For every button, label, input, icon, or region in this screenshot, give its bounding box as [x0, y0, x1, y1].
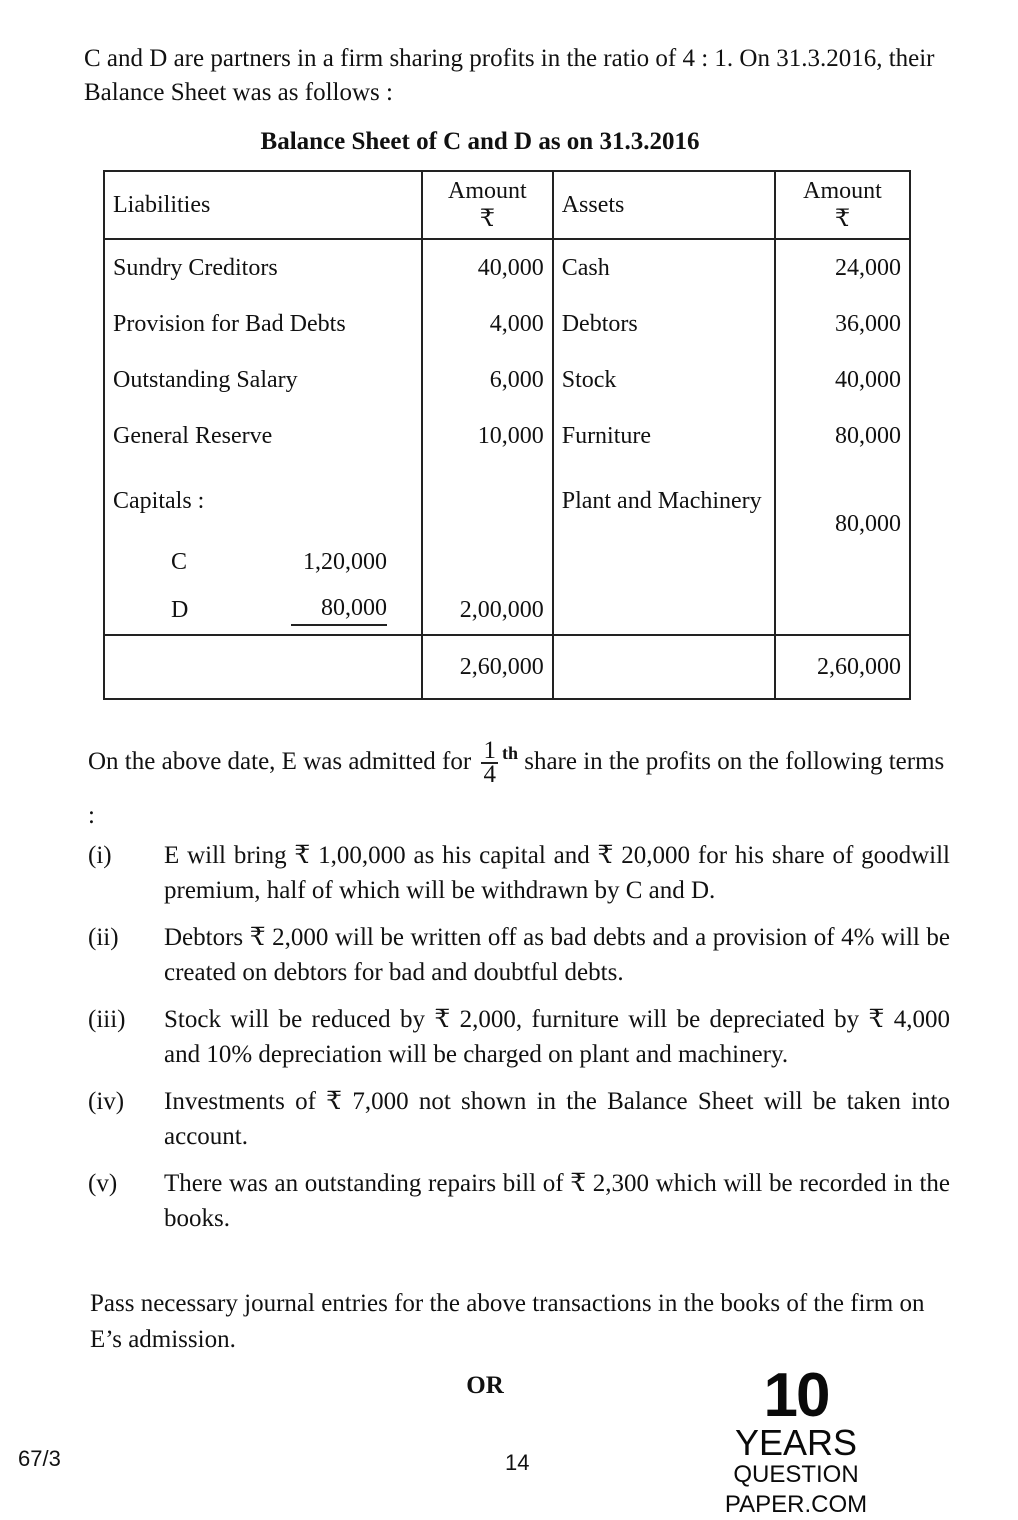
header-liabilities: Liabilities	[104, 171, 422, 239]
list-item	[88, 838, 950, 908]
term-number: (iii)	[88, 1006, 126, 1033]
liability-name: Capitals :	[104, 464, 422, 538]
header-currency: ₹	[834, 206, 851, 232]
admission-statement	[88, 726, 948, 843]
or-separator: OR	[466, 1372, 504, 1399]
admission-text-after: share in the profits on the following terms :	[88, 748, 945, 829]
list-item	[88, 1166, 950, 1236]
partner-capital: 80,000	[291, 595, 387, 626]
term-text: E will bring ₹ 1,00,000 as his capital and ₹ 20,000 for his share of goodwill premium, half of which will be withdrawn by C and D.	[164, 842, 950, 904]
liability-amount	[422, 464, 553, 538]
list-item	[88, 920, 950, 990]
partner-capital-c	[113, 549, 413, 576]
liability-name: Sundry Creditors	[104, 239, 422, 296]
table-header-row	[104, 171, 910, 239]
watermark-logo	[666, 1361, 926, 1520]
admission-terms	[88, 838, 950, 1248]
fraction-numerator: 1	[483, 737, 496, 765]
header-assets: Assets	[553, 171, 775, 239]
term-text: Investments of ₹ 7,000 not shown in the Balance Sheet will be taken into account.	[164, 1088, 950, 1150]
liability-amount: 6,000	[422, 352, 553, 408]
share-fraction	[481, 737, 498, 789]
asset-amount: 80,000	[775, 464, 910, 538]
asset-name: Stock	[553, 352, 775, 408]
header-amount-label: Amount	[448, 178, 527, 204]
term-text: Debtors ₹ 2,000 will be written off as bad debts and a provision of 4% will be created on debtors for bad and doubtful debts.	[164, 924, 950, 986]
liability-name: General Reserve	[104, 408, 422, 464]
page-number: 14	[505, 1450, 530, 1475]
asset-name: Debtors	[553, 296, 775, 352]
fraction-suffix: th	[501, 743, 518, 763]
asset-amount: 36,000	[775, 296, 910, 352]
table-row	[104, 464, 910, 538]
table-row	[104, 239, 910, 296]
header-currency: ₹	[479, 206, 496, 232]
term-number: (i)	[88, 842, 112, 869]
asset-amount: 40,000	[775, 352, 910, 408]
balance-sheet-title: Balance Sheet of C and D as on 31.3.2016	[260, 128, 700, 155]
table-row	[104, 352, 910, 408]
list-item	[88, 1002, 950, 1072]
liability-name: Outstanding Salary	[104, 352, 422, 408]
partner-row	[104, 586, 910, 635]
admission-text-before: On the above date, E was admitted for	[88, 748, 472, 775]
total-row	[104, 635, 910, 699]
partner-name: D	[171, 596, 189, 623]
partner-capital-d	[113, 595, 413, 626]
liability-amount: 10,000	[422, 408, 553, 464]
term-number: (v)	[88, 1170, 118, 1197]
list-item	[88, 1084, 950, 1154]
asset-amount: 24,000	[775, 239, 910, 296]
partner-capital: 1,20,000	[303, 548, 387, 575]
term-number: (ii)	[88, 924, 119, 951]
question-intro: C and D are partners in a firm sharing profits in the ratio of 4 : 1. On 31.3.2016, their Balance Sheet was as follows :	[84, 45, 935, 106]
asset-amount: 80,000	[775, 408, 910, 464]
header-amount-assets	[775, 171, 910, 239]
asset-name: Furniture	[553, 408, 775, 464]
asset-name: Cash	[553, 239, 775, 296]
capitals-total: 2,00,000	[422, 586, 553, 635]
fraction-denominator: 4	[483, 761, 496, 789]
watermark-years: YEARS	[734, 1422, 858, 1463]
header-amount-label: Amount	[803, 178, 882, 204]
table-row	[104, 296, 910, 352]
balance-sheet-table	[103, 170, 911, 700]
liability-amount: 40,000	[422, 239, 553, 296]
watermark-site: QUESTION PAPER.COM	[724, 1461, 868, 1518]
table-row	[104, 408, 910, 464]
paper-code: 67/3	[18, 1446, 61, 1471]
term-number: (iv)	[88, 1088, 125, 1115]
header-amount-liabilities	[422, 171, 553, 239]
term-text: There was an outstanding repairs bill of ₹ 2,300 which will be recorded in the books.	[164, 1170, 950, 1232]
liability-amount: 4,000	[422, 296, 553, 352]
instruction-text: Pass necessary journal entries for the above transactions in the books of the firm on E’s admission.	[90, 1290, 925, 1353]
partner-name: C	[171, 548, 188, 575]
watermark-number: 10	[763, 1361, 829, 1430]
asset-name: Plant and Machinery	[553, 464, 775, 538]
partner-row	[104, 538, 910, 586]
total-liabilities: 2,60,000	[422, 635, 553, 699]
liability-name: Provision for Bad Debts	[104, 296, 422, 352]
term-text: Stock will be reduced by ₹ 2,000, furniture will be depreciated by ₹ 4,000 and 10% depreciation will be charged on plant and machinery.	[164, 1006, 950, 1068]
total-assets: 2,60,000	[775, 635, 910, 699]
